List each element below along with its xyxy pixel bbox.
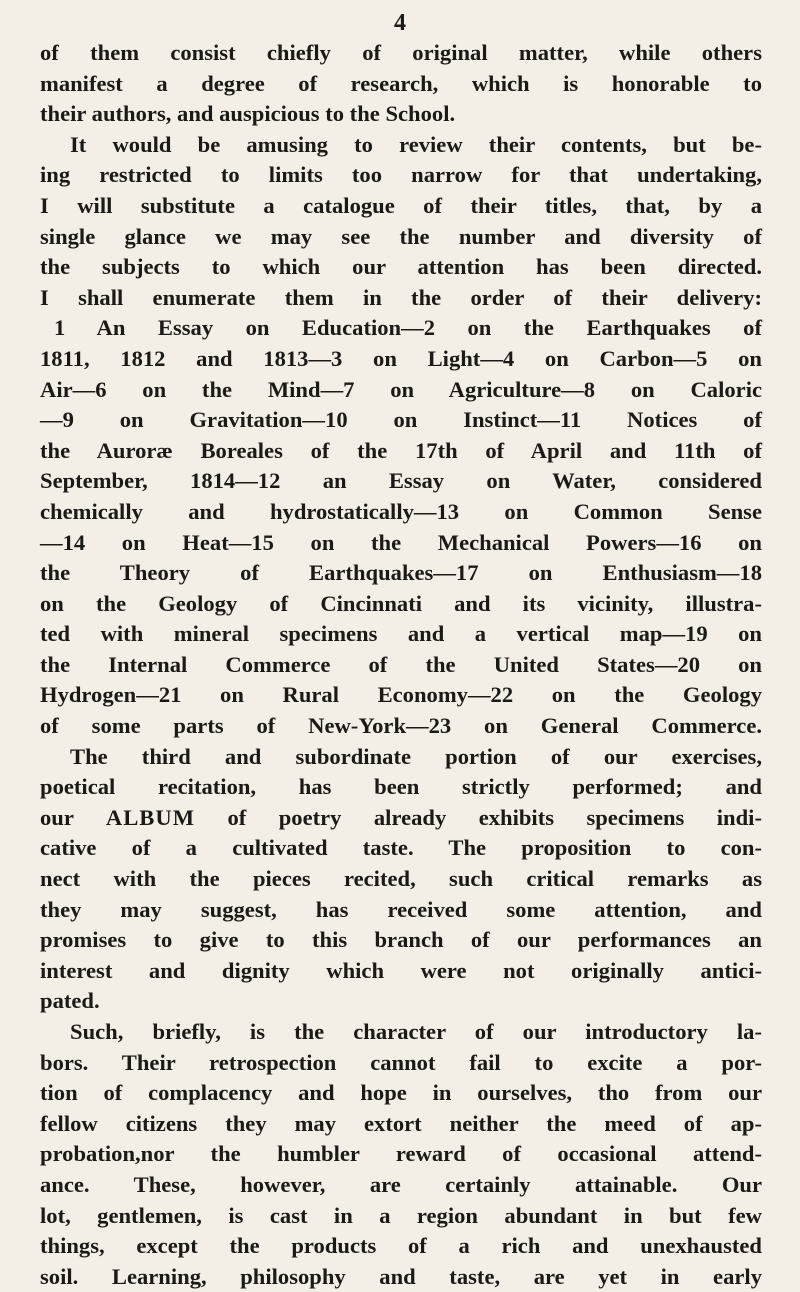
text-line: I shall enumerate them in the order of their delivery: [40, 284, 762, 310]
text-line: 1811, 1812 and 1813—3 on Light—4 on Carbon—5 on [40, 345, 762, 371]
text-line: interest and dignity which were not originally antici- [40, 957, 762, 983]
text-line: cative of a cultivated taste. The proposition to con- [40, 835, 762, 861]
text-line: they may suggest, has received some attention, and [40, 896, 762, 922]
text-line: pated. [40, 988, 100, 1014]
text-line: I will substitute a catalogue of their titles, that, by a [40, 192, 762, 218]
text-line: soil. Learning, philosophy and taste, are yet in early [40, 1263, 762, 1289]
text-line: promises to give to this branch of our performances an [40, 927, 762, 953]
text-line: their authors, and auspicious to the School. [40, 101, 456, 127]
text-line: of them consist chiefly of original matter, while others [40, 40, 762, 65]
text-line: manifest a degree of research, which is honorable to [40, 70, 762, 96]
text-line: lot, gentlemen, is cast in a region abundant in but few [40, 1202, 762, 1228]
text-line: probation,nor the humbler reward of occasional attend- [40, 1141, 762, 1167]
text-line: on the Geology of Cincinnati and its vicinity, illustra- [40, 590, 762, 616]
text-line: chemically and hydrostatically—13 on Common Sense [40, 498, 762, 524]
text-line: bors. Their retrospection cannot fail to excite a por- [40, 1049, 762, 1075]
text-line: the Theory of Earthquakes—17 on Enthusiasm—18 [40, 560, 762, 586]
text-line: —14 on Heat—15 on the Mechanical Powers—16 on [40, 529, 762, 555]
text-line: The third and subordinate portion of our exercises, [70, 743, 762, 769]
text-line: of some parts of New-York—23 on General Commerce. [40, 713, 762, 739]
text-line: our ALBUM of poetry already exhibits specimens indi- [40, 804, 762, 830]
text-line: Air—6 on the Mind—7 on Agriculture—8 on Caloric [40, 376, 762, 402]
text-line: poetical recitation, has been strictly performed; and [40, 774, 762, 800]
text-line: things, except the products of a rich and unexhausted [40, 1233, 762, 1259]
text-line: nect with the pieces recited, such critical remarks as [40, 866, 762, 892]
text-line: Such, briefly, is the character of our introductory la- [70, 1019, 762, 1044]
text-line: the subjects to which our attention has been directed. [40, 254, 762, 280]
body-text [40, 38, 762, 1292]
text-line: 1 An Essay on Education—2 on the Earthquakes of [54, 315, 762, 341]
text-line: —9 on Gravitation—10 on Instinct—11 Notices of [40, 407, 762, 433]
text-line: September, 1814—12 an Essay on Water, considered [40, 468, 762, 494]
text-line: the Auroræ Boreales of the 17th of April and 11th of [40, 437, 762, 463]
page-number: 4 [394, 10, 406, 36]
text-line: fellow citizens they may extort neither the meed of ap- [40, 1110, 762, 1136]
text-line: ance. These, however, are certainly attainable. Our [40, 1171, 762, 1197]
text-line: single glance we may see the number and diversity of [40, 223, 762, 249]
text-line: the Internal Commerce of the United States—20 on [40, 651, 762, 677]
album-word: ALBUM [105, 804, 196, 830]
text-line: ing restricted to limits too narrow for that undertaking, [40, 162, 762, 188]
text-line: tion of complacency and hope in ourselves, tho from our [40, 1080, 762, 1106]
text-line: It would be amusing to review their contents, but be- [70, 131, 762, 157]
text-line: Hydrogen—21 on Rural Economy—22 on the Geology [40, 682, 762, 708]
text-line: ted with mineral specimens and a vertical map—19 on [40, 621, 762, 647]
